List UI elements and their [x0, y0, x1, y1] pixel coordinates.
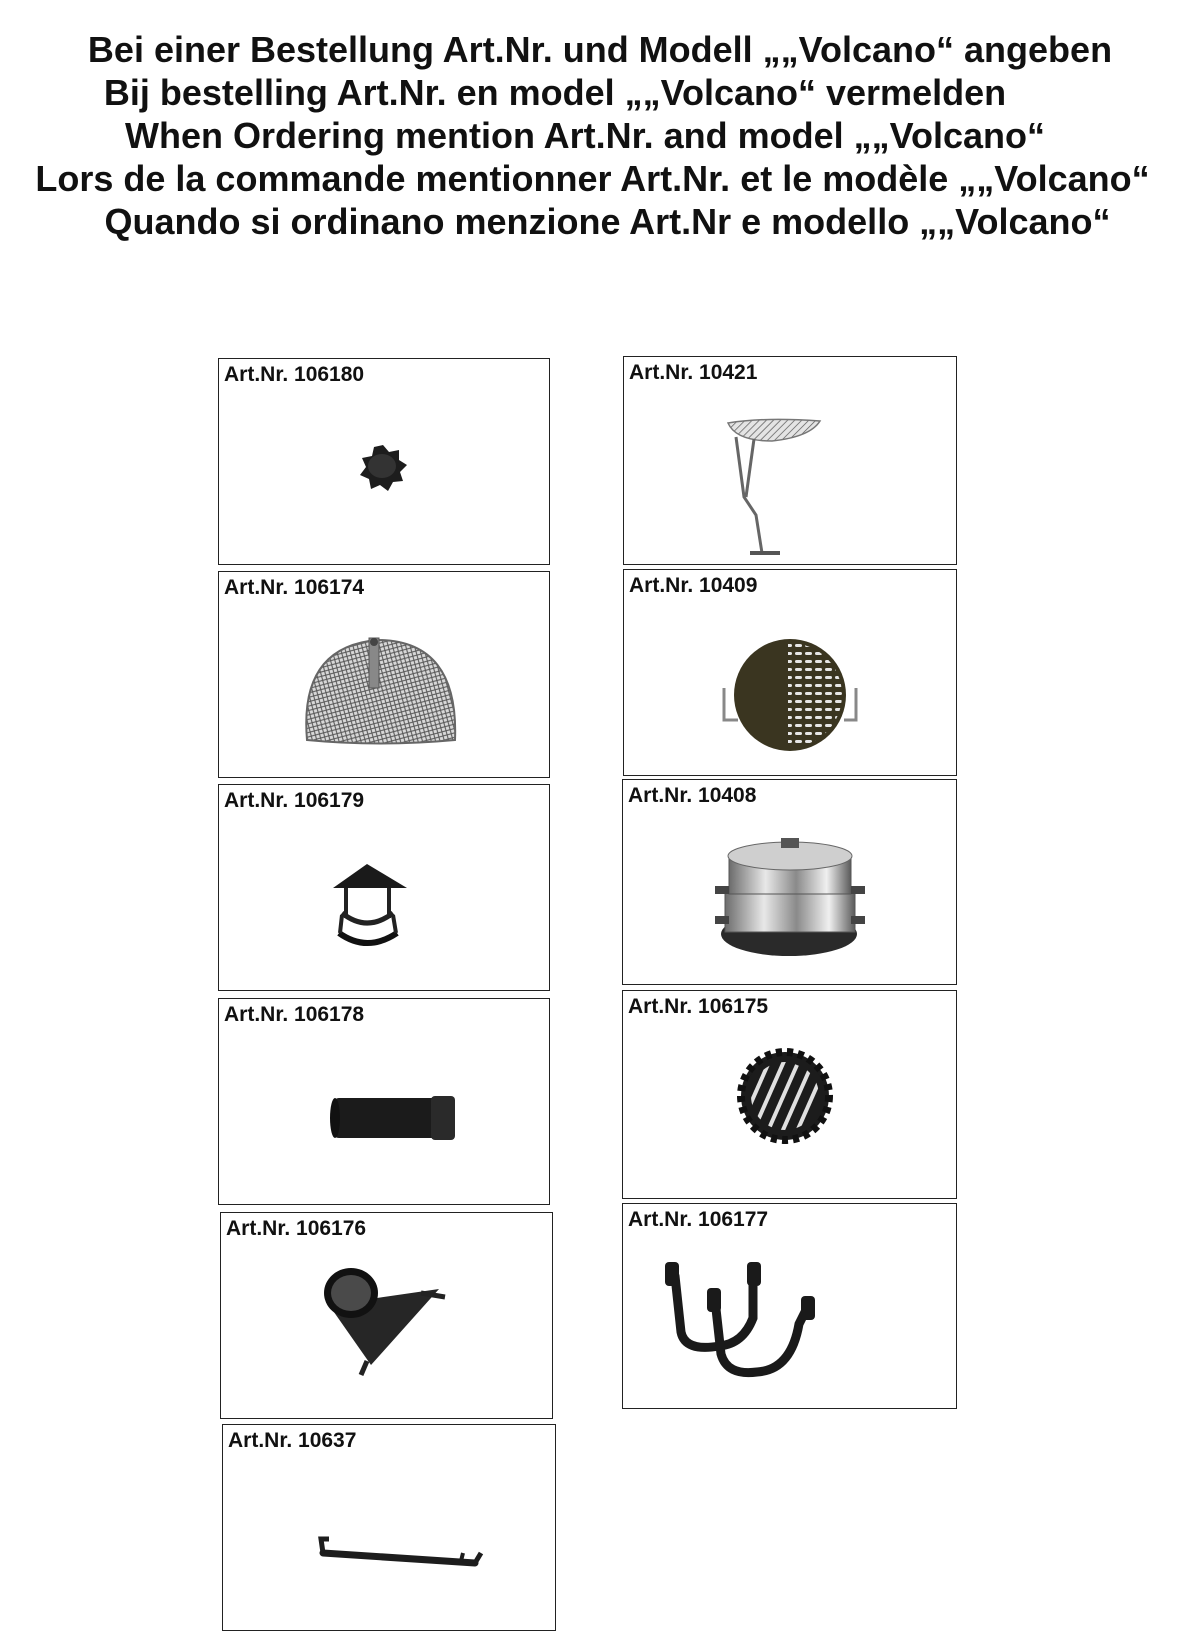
- part-10637: [222, 1424, 556, 1631]
- steamer-pot-icon: [623, 780, 958, 986]
- half-round-grill-grate-icon: [219, 572, 551, 779]
- heading-french: Lors de la commande mentionner Art.Nr. et le modèle „„Volcano“: [35, 158, 1150, 199]
- part-10408: [622, 779, 957, 985]
- part-106179: [218, 784, 550, 991]
- part-label: Art.Nr. 106177: [628, 1208, 769, 1231]
- part-106178: [218, 998, 550, 1205]
- round-grill-grate-icon: [624, 570, 958, 777]
- part-10409: [623, 569, 957, 776]
- part-label: Art.Nr. 10409: [629, 574, 758, 597]
- part-106174: [218, 571, 550, 778]
- part-106176: [220, 1212, 553, 1419]
- part-10421: [623, 356, 957, 565]
- part-label: Art.Nr. 106176: [226, 1217, 367, 1240]
- part-106180: [218, 358, 550, 565]
- part-label: Art.Nr. 106174: [224, 576, 365, 599]
- part-label: Art.Nr. 106180: [224, 363, 365, 386]
- part-label: Art.Nr. 10637: [228, 1429, 357, 1452]
- part-label: Art.Nr. 106175: [628, 995, 769, 1018]
- part-106177: [622, 1203, 957, 1409]
- funnel-adapter-icon: [221, 1213, 554, 1420]
- support-legs-icon: [623, 1204, 958, 1410]
- part-label: Art.Nr. 106178: [224, 1003, 365, 1026]
- swing-grill-grate-icon: [624, 357, 958, 566]
- part-label: Art.Nr. 10421: [629, 361, 758, 384]
- chimney-cap-icon: [219, 785, 551, 992]
- part-label: Art.Nr. 106179: [224, 789, 365, 812]
- charcoal-grate-icon: [623, 991, 958, 1200]
- part-106175: [622, 990, 957, 1199]
- lifting-tool-icon: [223, 1425, 557, 1632]
- part-label: Art.Nr. 10408: [628, 784, 757, 807]
- heading-dutch: Bij bestelling Art.Nr. en model „„Volcano“ vermelden: [103, 72, 1007, 113]
- chimney-pipe-icon: [219, 999, 551, 1206]
- order-instructions: [0, 28, 1200, 243]
- heading-english: When Ordering mention Art.Nr. and model „„Volcano“: [124, 115, 1046, 156]
- heading-german: Bei einer Bestellung Art.Nr. und Modell „„Volcano“ angeben: [87, 29, 1113, 70]
- heading-italian: Quando si ordinano menzione Art.Nr e modello „„Volcano“: [104, 201, 1111, 242]
- star-knob-icon: [219, 359, 551, 566]
